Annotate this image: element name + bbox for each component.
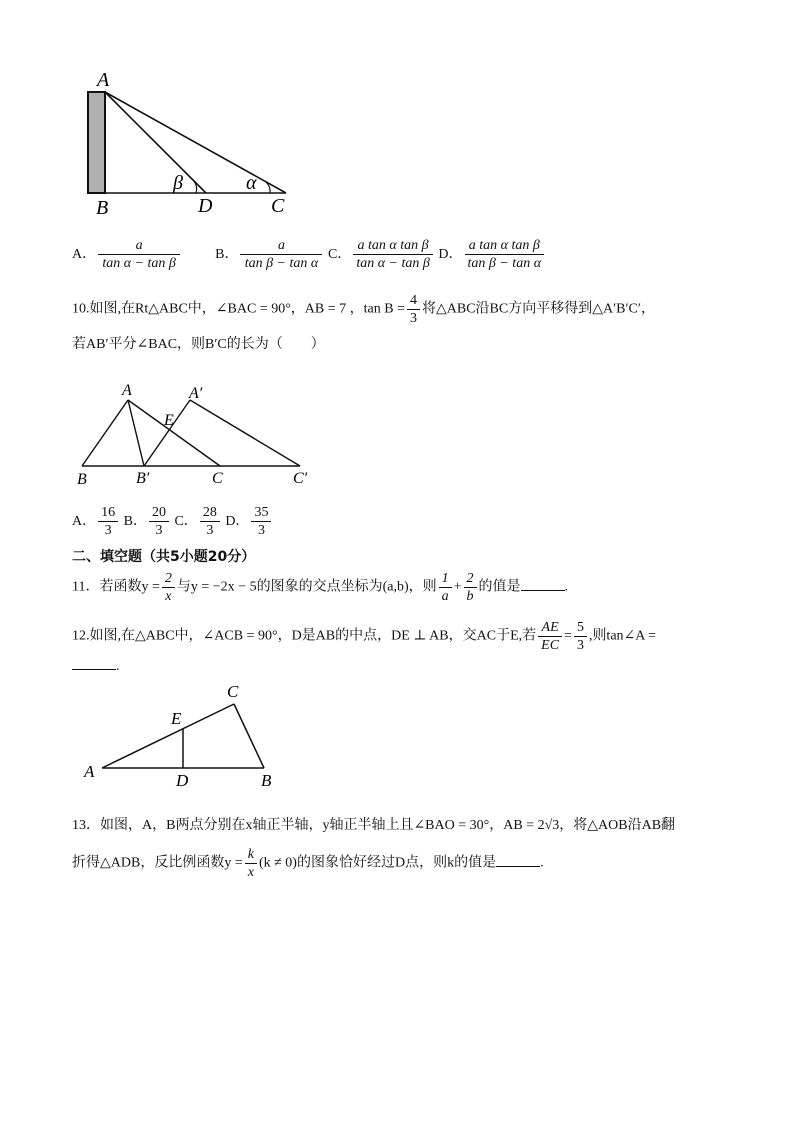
q9-label-B: B	[96, 197, 109, 216]
q10-option-a: A． $\frac{16}{3}$	[72, 514, 120, 529]
q9-segment-AD	[105, 92, 206, 193]
q10-label-C: C	[212, 470, 223, 487]
q10-label-B-prime: B′	[136, 470, 150, 487]
q10-label-B: B	[77, 471, 87, 488]
q10-option-c: C． $\frac{28}{3}$	[174, 514, 221, 529]
q10-label-A-prime: A′	[189, 385, 203, 402]
q12-figure	[80, 680, 290, 795]
q11-answer-blank[interactable]	[521, 577, 565, 591]
q12-label-A: A	[84, 762, 95, 781]
q12-line2: .	[72, 656, 120, 676]
q12-label-B: B	[261, 771, 272, 790]
q13-line1: 13．如图，A，B两点分别在x轴正半轴，y轴正半轴上且∠BAO = 30°，AB = 2√3，将△AOB沿AB翻	[72, 818, 676, 833]
q9-label-alpha: α	[246, 172, 257, 194]
q9-option-d: D． $\frac{\text{a tan α tan β}}{\text{tan β − tan α}}$	[438, 247, 546, 262]
q11-text: 11．若函数y = $\frac{2}{x}$ 与y = −2x − 5的图象的交点坐标为(a,b)，则 $\frac{1}{a}$ + $\frac{2}{b}$ 的值是 .	[72, 571, 569, 604]
q9-option-c: C． $\frac{\text{a tan α tan β}}{\text{tan α − tan β}}$	[328, 247, 438, 262]
q10-segment-AB	[82, 400, 128, 466]
q10-line1: 10.如图,在Rt△ABC中，∠BAC = 90°，AB = 7 ，tan B = $\frac{4}{3}$ 将△ABC沿BC方向平移得到△A′B′C′，	[72, 293, 655, 326]
q9-label-D: D	[198, 195, 213, 216]
q10-segment-A2B2	[144, 400, 190, 466]
q13-line2: 折得△ADB，反比例函数y = $\frac{k}{x}$ (k ≠ 0)的图象恰好经过D点，则k的值是 .	[72, 847, 544, 880]
q12-line1: 12.如图,在△ABC中，∠ACB = 90°，D是AB的中点，DE ⊥ AB，交AC于E,若 $\frac{AE}{EC}$ = $\frac{5}{3}$ ,则tan∠A =	[72, 620, 657, 653]
q12-answer-blank[interactable]	[72, 656, 116, 670]
q10-option-d: D． $\frac{35}{3}$	[225, 514, 273, 529]
q9-figure	[80, 66, 310, 216]
q10-option-b: B． $\frac{20}{3}$	[124, 514, 171, 529]
q10-options	[72, 504, 273, 539]
q9-segment-AC	[105, 92, 286, 193]
q10-label-A: A	[122, 382, 132, 399]
q13-answer-blank[interactable]	[496, 853, 540, 867]
q10-label-E: E	[164, 412, 174, 429]
q9-label-A: A	[97, 69, 110, 91]
q10-label-C-prime: C′	[293, 470, 308, 487]
q9-option-a: A． $\frac{a}{\text{tan α − tan β}}$	[72, 247, 186, 262]
q9-label-C: C	[271, 195, 285, 216]
q9-option-b: B． $\frac{a}{\text{tan β − tan α}}$	[215, 247, 328, 262]
q12-label-D: D	[176, 771, 189, 790]
q9-label-beta: β	[173, 172, 183, 194]
q10-line2: 若AB′平分∠BAC，则B′C的长为（ ）	[72, 337, 325, 352]
q12-label-E: E	[171, 709, 182, 728]
q12-segment-CB	[234, 704, 264, 768]
q9-options	[72, 237, 546, 272]
q12-label-C: C	[227, 682, 239, 701]
q12-segment-AC	[102, 704, 234, 768]
q9-wall	[88, 92, 105, 193]
section-heading-fill-in: 二、填空题（共5小题20分）	[72, 549, 256, 565]
q10-figure	[72, 380, 322, 490]
